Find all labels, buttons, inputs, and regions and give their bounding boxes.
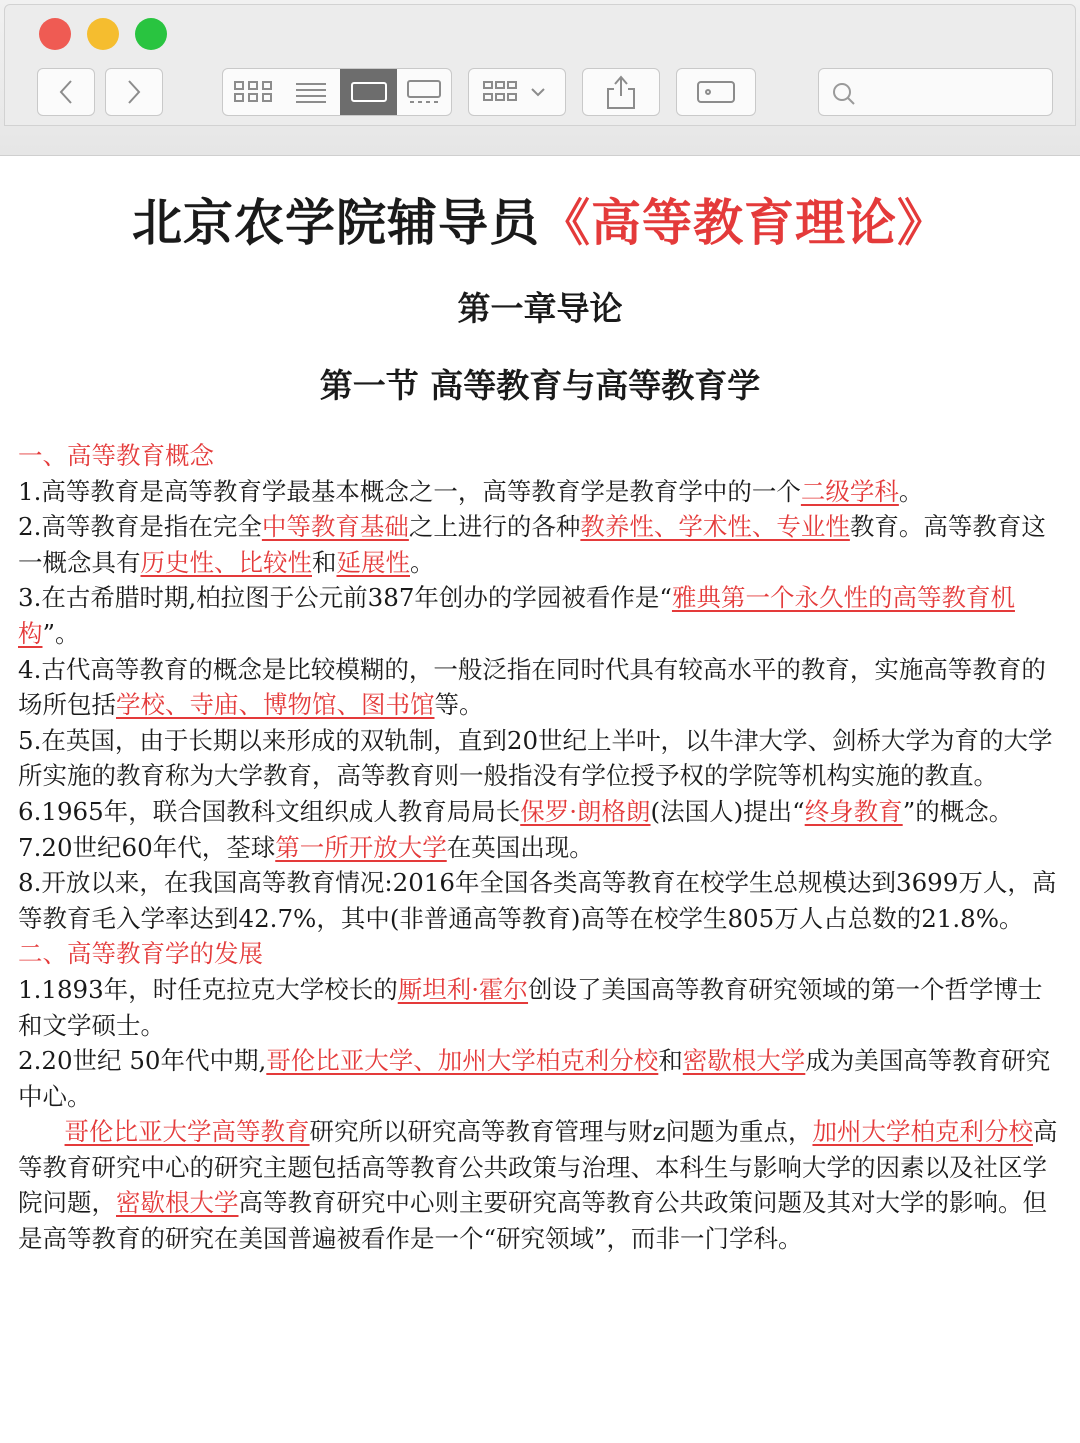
highlight-term: 厮坦利·霍尔 bbox=[397, 974, 529, 1004]
highlight-term: 二级学科 bbox=[800, 476, 899, 506]
document-title bbox=[0, 183, 1080, 255]
subheading-2: 二、高等教育学的发展 bbox=[18, 939, 263, 969]
highlight-term: 学校、寺庙、博物馆、图书馆 bbox=[116, 690, 435, 720]
paragraph-10: 2.20世纪 50年代中期,哥伦比亚大学、加州大学柏克利分校和密歇根大学成为美国高等教育研究中心。 bbox=[18, 1046, 1051, 1111]
subheading-1: 一、高等教育概念 bbox=[18, 441, 214, 470]
paragraph-7: 7.20世纪60年代，荃球第一所开放大学在英国出现。 bbox=[18, 832, 594, 862]
highlight-term: 终身教育 bbox=[804, 796, 903, 826]
title-prefix: 北京农学院辅导员 bbox=[132, 193, 540, 252]
highlight-term: 哥伦比亚大学高等教育 bbox=[64, 1117, 310, 1147]
share-button[interactable] bbox=[582, 68, 660, 116]
paragraph-5: 5.在英国，由于长期以来形成的双轨制，直到20世纪上半叶，以牛津大学、剑桥大学为育的大学所实施的教育称为大学教育，高等教育则一般指没有学位授予权的学院等机构实施的教直。 bbox=[18, 725, 1053, 791]
chapter-heading: 第一章导论 bbox=[457, 289, 623, 328]
zoom-light[interactable] bbox=[135, 18, 167, 50]
chevron-down-icon bbox=[532, 89, 544, 95]
paragraph-1: 1.高等教育是高等教育学最基本概念之一，高等教育学是教育学中的一个二级学科。 bbox=[18, 476, 924, 506]
paragraph-9: 1.1893年，时任克拉克大学校长的厮坦利·霍尔创设了美国高等教育研究领域的第一个哲学博士和文学硕士。 bbox=[18, 974, 1043, 1040]
highlight-term: 密歇根大学 bbox=[682, 1046, 806, 1076]
view-switcher bbox=[222, 68, 452, 116]
column-view-icon bbox=[350, 80, 388, 104]
group-button[interactable] bbox=[468, 68, 566, 116]
grid-view-button[interactable] bbox=[223, 69, 282, 115]
highlight-term: 密歇根大学 bbox=[116, 1188, 239, 1218]
forward-icon bbox=[124, 77, 144, 107]
window-titlebar bbox=[0, 0, 1080, 156]
section-heading: 第一节 高等教育与高等教育学 bbox=[319, 366, 761, 405]
forward-button[interactable] bbox=[105, 68, 163, 116]
highlight-term: 中等教育基础 bbox=[261, 512, 409, 542]
paragraph-2: 2.高等教育是指在完全中等教育基础之上进行的各种教养性、学术性、专业性教育。高等教育这一概念具有历史性、比较性和延展性。 bbox=[18, 512, 1046, 577]
back-button[interactable] bbox=[37, 68, 95, 116]
list-view-button[interactable] bbox=[282, 69, 340, 115]
grid-view-icon bbox=[233, 79, 273, 105]
tag-icon bbox=[695, 78, 737, 106]
back-icon bbox=[56, 77, 76, 107]
search-field[interactable] bbox=[818, 68, 1053, 116]
highlight-term: 第一所开放大学 bbox=[275, 832, 447, 862]
highlight-term: 保罗·朗格朗 bbox=[520, 796, 651, 826]
gallery-view-icon bbox=[404, 79, 444, 105]
highlight-term: 哥伦比亚大学、加州大学柏克利分校 bbox=[266, 1046, 659, 1076]
highlight-term: 延展性 bbox=[336, 547, 410, 577]
document-body bbox=[18, 438, 1066, 1257]
title-highlight: 《高等教育理论》 bbox=[540, 193, 948, 252]
tag-button[interactable] bbox=[676, 68, 756, 116]
group-icon bbox=[482, 79, 552, 105]
close-light[interactable] bbox=[39, 18, 71, 50]
gallery-view-button[interactable] bbox=[397, 69, 451, 115]
share-icon bbox=[604, 74, 638, 110]
paragraph-4: 4.古代高等教育的概念是比较模糊的，一般泛指在同时代具有较高水平的教育，实施高等教育的场所包括学校、寺庙、博物馆、图书馆等。 bbox=[18, 654, 1046, 720]
highlight-term: 历史性、比较性 bbox=[140, 547, 312, 577]
paragraph-3: 3.在古希腊时期,柏拉图于公元前387年创办的学园被看作是“雅典第一个永久性的高等教育机构”。 bbox=[18, 583, 1015, 648]
highlight-term: 教养性、学术性、专业性 bbox=[580, 512, 850, 542]
paragraph-8: 8.开放以来，在我国高等教育情况:2016年全国各类高等教育在校学生总规模达到3699万人，高等教育毛入学率达到42.7%，其中(非普通高等教育)高等在校学生805万人占总数的21.8%。 bbox=[18, 868, 1057, 933]
paragraph-6: 6.1965年，联合国教科文组织成人教育局局长保罗·朗格朗(法国人)提出“终身教育”的概念。 bbox=[18, 796, 1014, 826]
search-icon bbox=[831, 81, 857, 107]
highlight-term: 加州大学柏克利分校 bbox=[812, 1117, 1033, 1147]
paragraph-11: 哥伦比亚大学高等教育研究所以研究高等教育管理与财z问题为重点，加州大学柏克利分校高等教育研究中心的研究主题包括高等教育公共政策与治理、本科生与影响大学的因素以及社区学院问题，密歇根大学高等教育研究中心则主要研究高等教育公共政策问题及其对大学的影响。但是高等教育的研究在美国普遍被看作是一个“研究领域”，而非一门学科。 bbox=[18, 1117, 1058, 1254]
list-view-icon bbox=[294, 80, 328, 104]
minimize-light[interactable] bbox=[87, 18, 119, 50]
highlight-term: 雅典第一个永久性的高等教育机构 bbox=[18, 583, 1015, 648]
toolbar bbox=[4, 4, 1076, 126]
column-view-button[interactable] bbox=[340, 69, 398, 115]
